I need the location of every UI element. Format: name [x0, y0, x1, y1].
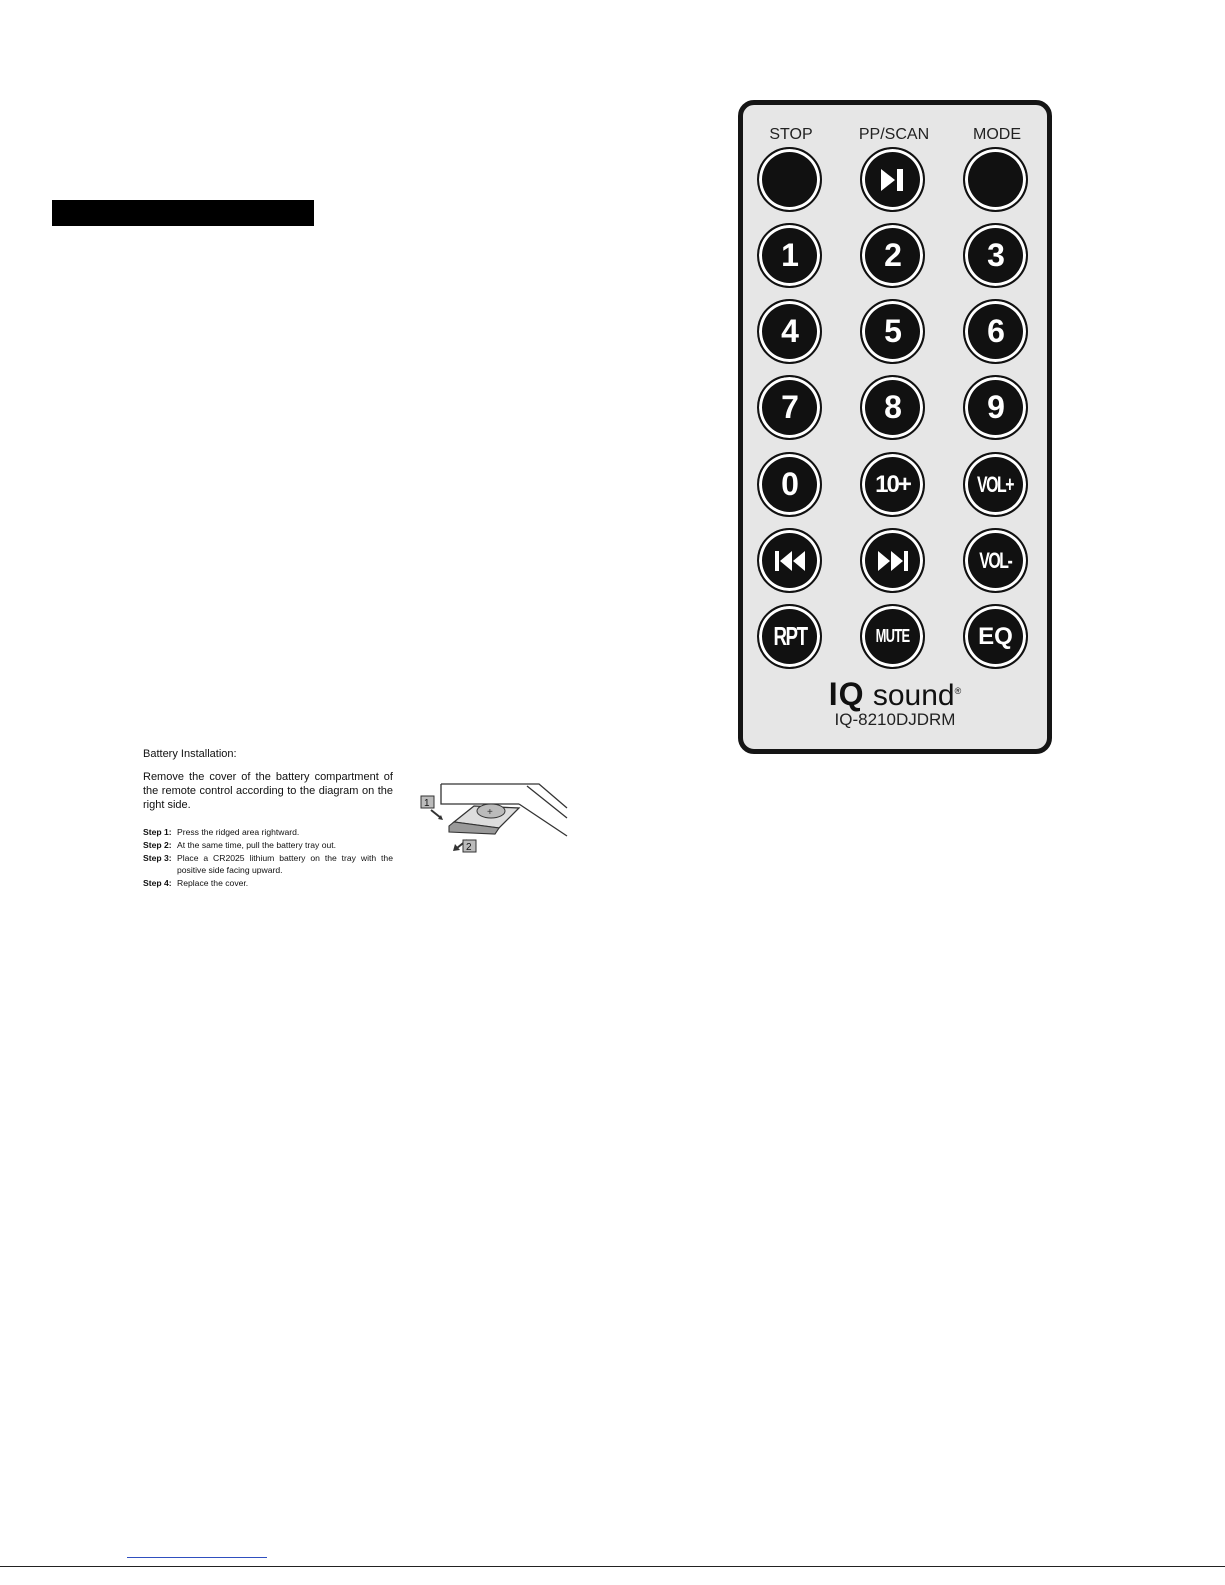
step-number: Step 4: — [143, 878, 172, 889]
iq-sound-logo — [815, 676, 975, 713]
next-track-button[interactable] — [860, 528, 925, 593]
mute-button[interactable] — [860, 604, 925, 669]
footer-link-underline[interactable] — [127, 1557, 267, 1558]
logo-sound: sound — [872, 679, 955, 712]
repeat-button[interactable] — [757, 604, 822, 669]
number-7-button[interactable] — [757, 375, 822, 440]
skip-next-icon — [877, 550, 909, 572]
eq-button[interactable] — [963, 604, 1028, 669]
button-label: 10+ — [875, 470, 910, 498]
mode-button[interactable] — [963, 147, 1028, 212]
number-8-button[interactable] — [860, 375, 925, 440]
play-pause-icon — [879, 168, 907, 192]
button-label: 5 — [884, 313, 901, 349]
button-label: 3 — [987, 237, 1004, 273]
mode-label: MODE — [973, 126, 1021, 143]
play-pause-scan-button[interactable] — [860, 147, 925, 212]
button-label: MUTE — [875, 626, 910, 646]
button-label: 2 — [884, 237, 901, 273]
number-2-button[interactable] — [860, 223, 925, 288]
step-number: Step 2: — [143, 839, 172, 850]
button-label: 1 — [781, 237, 798, 273]
redacted-heading-bar — [52, 200, 314, 226]
footer-divider — [0, 1566, 1225, 1567]
battery-steps — [143, 826, 393, 890]
button-label: 4 — [781, 313, 798, 349]
step-text: Replace the cover. — [177, 878, 249, 889]
button-label: 6 — [987, 313, 1004, 349]
logo-iq: IQ — [828, 676, 865, 712]
step-number: Step 1: — [143, 827, 172, 837]
volume-up-button[interactable] — [963, 452, 1028, 517]
battery-heading: Battery Installation: — [143, 748, 237, 760]
button-label: 8 — [884, 389, 901, 425]
number-5-button[interactable] — [860, 299, 925, 364]
volume-down-button[interactable] — [963, 528, 1028, 593]
number-6-button[interactable] — [963, 299, 1028, 364]
stop-button[interactable] — [757, 147, 822, 212]
button-label: RPT — [772, 621, 807, 651]
brand-area — [815, 676, 975, 729]
previous-track-button[interactable] — [757, 528, 822, 593]
step-3 — [143, 852, 393, 878]
battery-plus-mark: + — [487, 807, 493, 818]
number-4-button[interactable] — [757, 299, 822, 364]
ten-plus-button[interactable] — [860, 452, 925, 517]
model-number: IQ-8210DJDRM — [834, 710, 956, 729]
diagram-label-1: 1 — [424, 798, 430, 809]
step-text: Place a CR2025 lithium battery on the tray with the positive side facing upward. — [177, 852, 393, 876]
stop-label: STOP — [769, 126, 813, 143]
number-3-button[interactable] — [963, 223, 1028, 288]
number-9-button[interactable] — [963, 375, 1028, 440]
step-2 — [143, 839, 393, 852]
battery-tray-diagram — [419, 778, 569, 858]
step-text: Press the ridged area rightward. — [177, 827, 300, 837]
button-label: VOL- — [979, 547, 1012, 573]
pp-scan-label: PP/SCAN — [858, 126, 930, 143]
button-label: 0 — [781, 466, 798, 502]
step-4 — [143, 877, 393, 890]
skip-previous-icon — [774, 550, 806, 572]
number-0-button[interactable] — [757, 452, 822, 517]
button-label: VOL+ — [977, 471, 1014, 497]
step-number: Step 3: — [143, 852, 172, 863]
step-text: At the same time, pull the battery tray out. — [177, 839, 337, 850]
battery-intro: Remove the cover of the battery compartment of the remote control according to the diagram on the right side. — [143, 771, 393, 811]
diagram-label-2: 2 — [466, 842, 472, 853]
step-1 — [143, 826, 393, 839]
button-label: 7 — [781, 389, 798, 425]
button-label: EQ — [978, 622, 1013, 650]
registered-mark: ® — [954, 686, 962, 696]
button-label: 9 — [987, 389, 1004, 425]
number-1-button[interactable] — [757, 223, 822, 288]
